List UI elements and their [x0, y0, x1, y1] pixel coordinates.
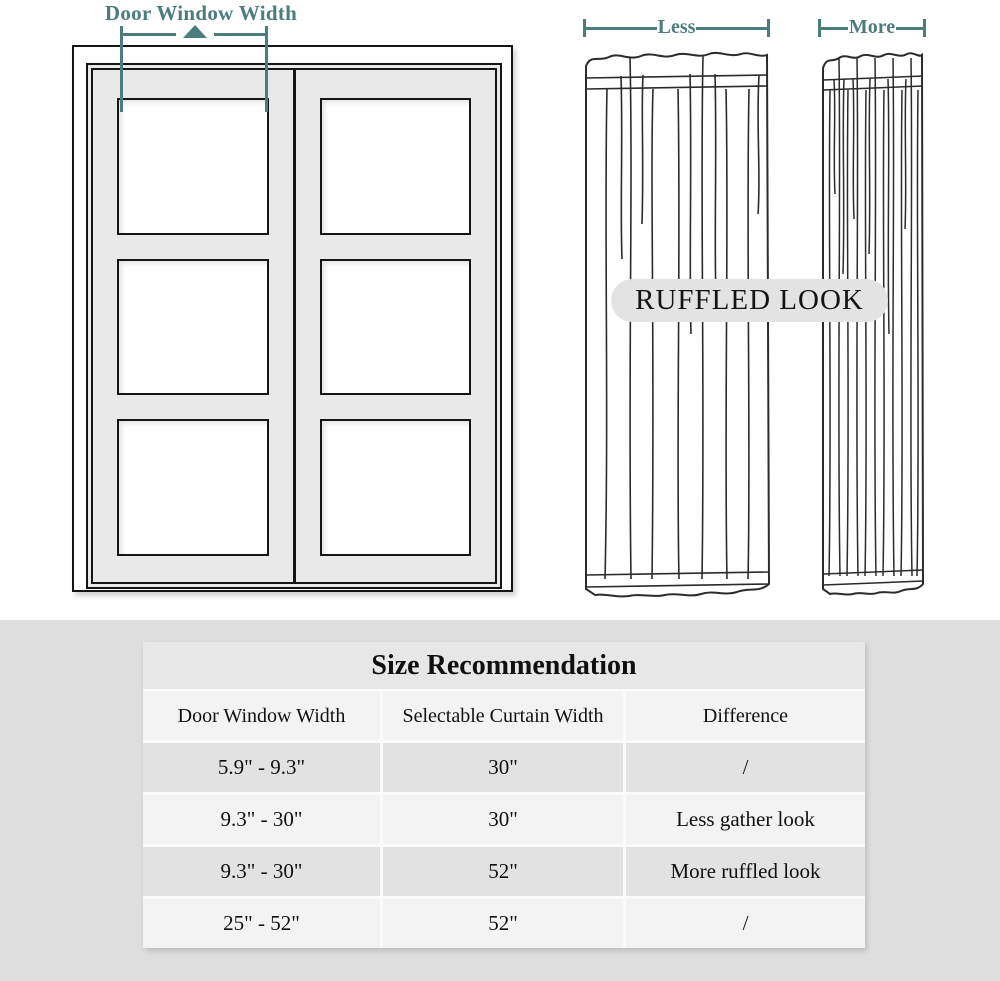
- bracket-line: [696, 27, 767, 30]
- more-label: More: [848, 15, 896, 38]
- less-label: Less: [657, 15, 696, 38]
- door-left-panel: [93, 70, 293, 582]
- size-recommendation-section: [0, 620, 1000, 981]
- width-measure-bracket: [122, 27, 268, 41]
- bracket-line-right: [214, 33, 268, 36]
- window-pane: [320, 98, 472, 235]
- window-pane: [117, 419, 269, 556]
- table-cell-door-width: 9.3" - 30": [143, 847, 380, 896]
- measure-line-left: [120, 26, 123, 112]
- arrow-up-icon: [183, 25, 207, 38]
- more-measure-bracket: [818, 15, 926, 38]
- size-table: [143, 642, 865, 948]
- table-cell-door-width: 25" - 52": [143, 899, 380, 948]
- window-pane: [320, 419, 472, 556]
- window-pane: [117, 98, 269, 235]
- bracket-line-left: [122, 33, 176, 36]
- door-right-panel: [296, 70, 496, 582]
- bracket-line: [821, 27, 848, 30]
- window-pane: [117, 259, 269, 396]
- bracket-line: [896, 27, 923, 30]
- table-cell-door-width: 5.9" - 9.3": [143, 743, 380, 792]
- door-window-width-label: Door Window Width: [104, 1, 298, 25]
- table-cell-curtain-width: 30": [383, 743, 623, 792]
- table-cell-curtain-width: 52": [383, 847, 623, 896]
- table-cell-difference: Less gather look: [626, 795, 865, 844]
- ruffled-look-badge: RUFFLED LOOK: [611, 279, 888, 322]
- door-body: [91, 68, 497, 584]
- door-illustration: [72, 45, 513, 592]
- table-title: Size Recommendation: [143, 642, 865, 689]
- bracket-line: [586, 27, 657, 30]
- narrow-curtain-illustration: [820, 44, 925, 601]
- less-measure-bracket: [583, 15, 770, 38]
- table-cell-curtain-width: 52": [383, 899, 623, 948]
- table-cell-difference: /: [626, 743, 865, 792]
- column-header-difference: Difference: [626, 692, 865, 740]
- window-pane: [320, 259, 472, 396]
- bracket-tick: [767, 19, 770, 37]
- column-header-curtain-width: Selectable Curtain Width: [383, 692, 623, 740]
- measure-line-right: [265, 26, 268, 112]
- bracket-tick: [923, 19, 926, 37]
- wide-curtain-illustration: [583, 44, 770, 601]
- table-cell-door-width: 9.3" - 30": [143, 795, 380, 844]
- column-header-door-width: Door Window Width: [143, 692, 380, 740]
- door-frame: [86, 63, 502, 589]
- table-cell-curtain-width: 30": [383, 795, 623, 844]
- table-cell-difference: More ruffled look: [626, 847, 865, 896]
- table-cell-difference: /: [626, 899, 865, 948]
- table-grid: [143, 692, 865, 948]
